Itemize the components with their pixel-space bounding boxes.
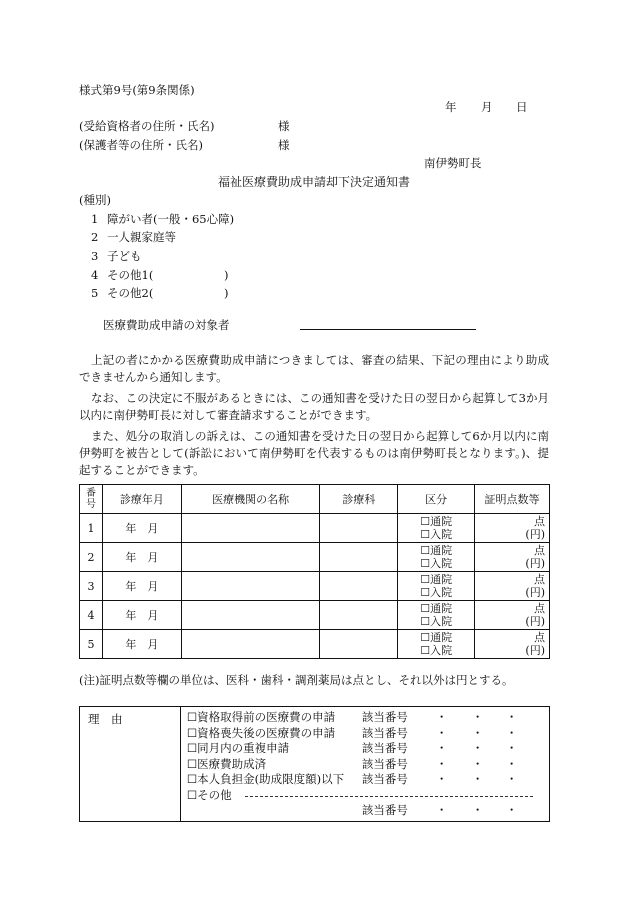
reason-dot: ・: [471, 756, 484, 771]
reason-number-label: 該当番号: [361, 756, 408, 771]
row-points[interactable]: [475, 543, 550, 572]
reason-other-number-row: [181, 803, 549, 819]
row-month[interactable]: [102, 514, 181, 543]
table-row: [80, 572, 550, 601]
row-month-label: 月: [147, 580, 159, 593]
points-unit: 点: [534, 602, 545, 615]
reason-dot: ・: [471, 772, 484, 786]
form-number: 様式第9号(第9条関係): [79, 83, 195, 97]
header-month: 診療年月: [102, 485, 181, 514]
header-points: 証明点数等: [475, 485, 550, 514]
paragraph-1: 上記の者にかかる医療費助成申請につきましては、審査の結果、下記の理由により助成できませんから通知します。: [79, 353, 549, 384]
reason-dot: ・: [471, 803, 484, 817]
points-unit: 点: [534, 544, 545, 557]
table-note: (注)証明点数等欄の単位は、医科・歯科・調剤薬局は点とし、それ以外は円とする。: [79, 673, 514, 687]
category-item-5-text: その他2(: [107, 286, 154, 300]
header-institution: 医療機関の名称: [181, 485, 320, 514]
row-type[interactable]: [398, 543, 475, 572]
reasons-label: 理 由: [80, 707, 181, 822]
reason-dot: ・: [505, 725, 518, 740]
outpatient-checkbox[interactable]: ☐通院: [420, 602, 453, 615]
reason-dot: ・: [471, 725, 484, 740]
reason-dot: ・: [471, 710, 484, 724]
reason-dot: ・: [435, 756, 448, 771]
row-points[interactable]: [475, 630, 550, 659]
row-type[interactable]: [398, 630, 475, 659]
reason-dot: ・: [435, 741, 448, 755]
row-year-label: 年: [125, 609, 137, 622]
outpatient-checkbox[interactable]: ☐通院: [420, 515, 453, 528]
yen-unit: (円): [525, 557, 545, 570]
row-no: 5: [80, 630, 103, 659]
row-month-label: 月: [147, 551, 159, 564]
row-month-label: 月: [147, 609, 159, 622]
category-item-4-close: ): [224, 268, 229, 282]
outpatient-checkbox[interactable]: ☐通院: [420, 544, 453, 557]
inpatient-checkbox[interactable]: ☐入院: [420, 586, 453, 599]
row-points[interactable]: [475, 514, 550, 543]
reason-number-label: 該当番号: [361, 803, 408, 817]
outpatient-checkbox[interactable]: ☐通院: [420, 631, 453, 644]
date-year: 年: [445, 100, 457, 114]
target-name-line: [300, 328, 476, 330]
row-no: 2: [80, 543, 103, 572]
category-item-3-text: 子ども: [107, 249, 142, 263]
row-type[interactable]: [398, 514, 475, 543]
claims-table: [79, 484, 550, 659]
reason-checkbox[interactable]: ☐同月内の重複申請: [186, 741, 290, 755]
row-institution[interactable]: [181, 572, 320, 601]
row-institution[interactable]: [181, 514, 320, 543]
points-unit: 点: [534, 515, 545, 528]
table-row: [80, 601, 550, 630]
row-year-label: 年: [125, 638, 137, 651]
row-points[interactable]: [475, 601, 550, 630]
row-year-label: 年: [125, 580, 137, 593]
reason-item-other[interactable]: [181, 788, 549, 804]
target-label: 医療費助成申請の対象者: [103, 318, 230, 332]
category-item-1-text: 障がい者(一般・65心障): [107, 212, 235, 226]
reason-dot: ・: [435, 803, 448, 817]
reason-checkbox[interactable]: ☐その他: [186, 787, 232, 802]
reasons-table: [79, 706, 550, 822]
guardian-honorific: 様: [278, 138, 290, 152]
category-item-5-close: ): [224, 286, 229, 300]
header-department: 診療科: [320, 485, 398, 514]
reason-checkbox[interactable]: ☐本人負担金(助成限度額)以下: [186, 772, 345, 786]
reason-dot: ・: [435, 772, 448, 786]
paragraph-3: また、処分の取消しの訴えは、この通知書を受けた日の翌日から起算して6か月以内に南伊勢町を被告として(訴訟において南伊勢町を代表するものは南伊勢町長となります。)、提起することができます。: [79, 429, 549, 477]
reason-dot: ・: [505, 741, 518, 755]
row-year-label: 年: [125, 551, 137, 564]
header-no-bottom: 号: [85, 499, 96, 510]
header-type: 区分: [398, 485, 475, 514]
row-department[interactable]: [320, 601, 398, 630]
yen-unit: (円): [525, 528, 545, 541]
page-title: 福祉医療費助成申請却下決定通知書: [218, 175, 411, 189]
header-no-top: 番: [85, 488, 96, 499]
issuer: 南伊勢町長: [424, 156, 482, 170]
row-month[interactable]: [102, 572, 181, 601]
category-item-1-no: 1: [91, 212, 99, 226]
reason-dot: ・: [505, 756, 518, 771]
reason-checkbox[interactable]: ☐医療費助成済: [186, 756, 267, 771]
inpatient-checkbox[interactable]: ☐入院: [420, 528, 453, 541]
recipient-label: (受給資格者の住所・氏名): [79, 119, 215, 133]
row-no: 4: [80, 601, 103, 630]
row-month-label: 月: [147, 522, 159, 535]
category-item-2-text: 一人親家庭等: [107, 230, 176, 244]
table-row: [80, 514, 550, 543]
row-month-label: 月: [147, 638, 159, 651]
reason-item[interactable]: [181, 710, 549, 726]
yen-unit: (円): [525, 615, 545, 628]
reason-dot: ・: [505, 803, 518, 817]
date-month: 月: [481, 100, 493, 114]
row-no: 1: [80, 514, 103, 543]
row-department[interactable]: [320, 630, 398, 659]
guardian-label: (保護者等の住所・氏名): [79, 138, 203, 152]
reason-dot: ・: [435, 710, 448, 724]
reason-dot: ・: [505, 710, 518, 724]
inpatient-checkbox[interactable]: ☐入院: [420, 557, 453, 570]
row-month[interactable]: [102, 543, 181, 572]
row-type[interactable]: [398, 601, 475, 630]
reason-dot: ・: [435, 725, 448, 740]
paragraph-2: なお、この決定に不服があるときには、この通知書を受けた日の翌日から起算して3か月以内に南伊勢町長に対して審査請求することができます。: [79, 391, 549, 422]
reasons-list: [180, 707, 549, 822]
category-item-3-no: 3: [91, 249, 99, 263]
reason-item[interactable]: [181, 772, 549, 788]
category-label: (種別): [79, 193, 111, 207]
category-item-4-no: 4: [91, 268, 99, 282]
claims-header-row: [80, 485, 550, 514]
reason-item[interactable]: [181, 741, 549, 757]
reason-number-label: 該当番号: [361, 772, 408, 786]
inpatient-checkbox[interactable]: ☐入院: [420, 615, 453, 628]
reason-item[interactable]: [181, 757, 549, 773]
date-day: 日: [516, 100, 528, 114]
reason-number-label: 該当番号: [361, 741, 408, 755]
category-item-5-no: 5: [91, 286, 99, 300]
row-department[interactable]: [320, 572, 398, 601]
row-department[interactable]: [320, 514, 398, 543]
yen-unit: (円): [525, 644, 545, 657]
category-item-4-text: その他1(: [107, 268, 154, 282]
row-month[interactable]: [102, 601, 181, 630]
row-institution[interactable]: [181, 601, 320, 630]
reason-checkbox[interactable]: ☐資格喪失後の医療費の申請: [186, 725, 336, 740]
reason-number-label: 該当番号: [361, 725, 408, 740]
header-no: [80, 485, 103, 514]
row-points[interactable]: [475, 572, 550, 601]
category-item-2-no: 2: [91, 230, 99, 244]
points-unit: 点: [534, 573, 545, 586]
row-institution[interactable]: [181, 630, 320, 659]
table-row: [80, 630, 550, 659]
points-unit: 点: [534, 631, 545, 644]
reason-item[interactable]: [181, 726, 549, 742]
row-month[interactable]: [102, 630, 181, 659]
row-year-label: 年: [125, 522, 137, 535]
reason-dot: ・: [471, 741, 484, 755]
yen-unit: (円): [525, 586, 545, 599]
other-reason-line[interactable]: [245, 796, 533, 797]
row-department[interactable]: [320, 543, 398, 572]
row-institution[interactable]: [181, 543, 320, 572]
reason-checkbox[interactable]: ☐資格取得前の医療費の申請: [186, 710, 336, 724]
recipient-honorific: 様: [278, 119, 290, 133]
reason-dot: ・: [505, 772, 518, 786]
reason-number-label: 該当番号: [361, 710, 408, 724]
inpatient-checkbox[interactable]: ☐入院: [420, 644, 453, 657]
row-type[interactable]: [398, 572, 475, 601]
outpatient-checkbox[interactable]: ☐通院: [420, 573, 453, 586]
table-row: [80, 543, 550, 572]
row-no: 3: [80, 572, 103, 601]
